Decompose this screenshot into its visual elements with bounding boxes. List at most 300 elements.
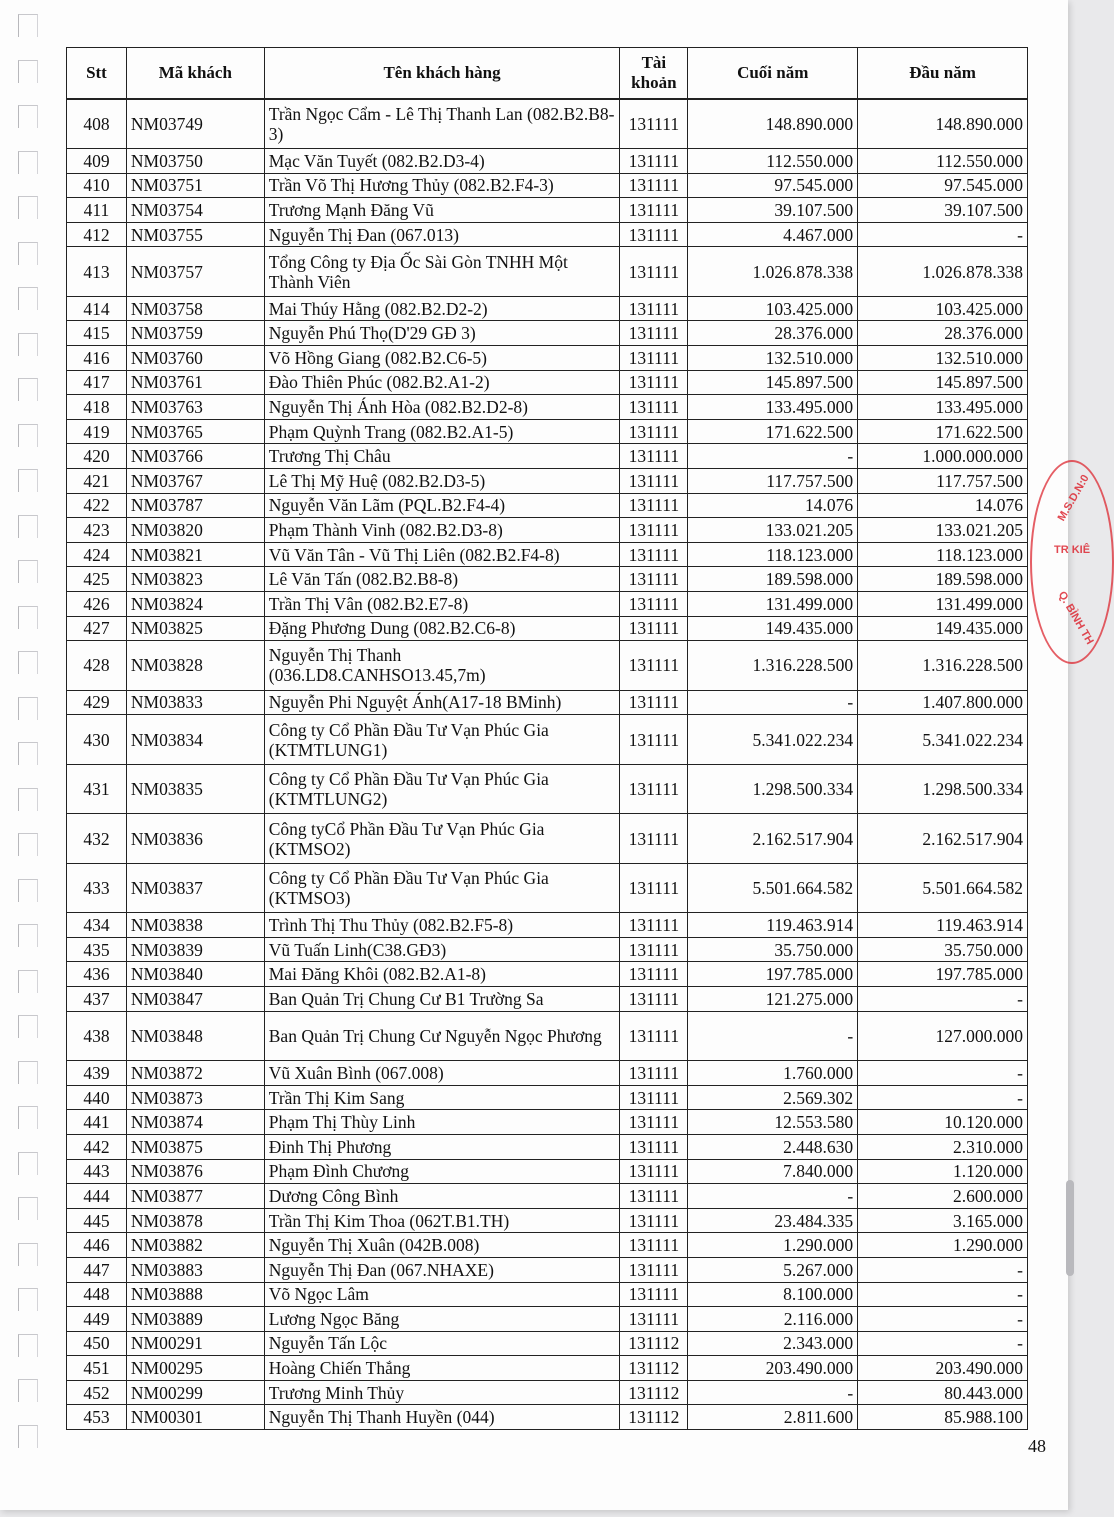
cell-customer-code: NM00295	[126, 1356, 264, 1381]
cell-customer-code: NM03840	[126, 962, 264, 987]
cell-stt: 436	[67, 962, 127, 987]
cell-customer-code: NM03848	[126, 1011, 264, 1061]
cell-account: 131111	[620, 1134, 688, 1159]
table-row	[67, 592, 1028, 617]
cell-end-of-year: 2.569.302	[688, 1085, 858, 1110]
cell-start-of-year: 2.600.000	[858, 1184, 1028, 1209]
cell-start-of-year: 149.435.000	[858, 616, 1028, 641]
cell-start-of-year: 118.123.000	[858, 542, 1028, 567]
cell-customer-code: NM03755	[126, 222, 264, 247]
cell-end-of-year: 171.622.500	[688, 419, 858, 444]
cell-customer-name: Dương Công Bình	[264, 1184, 620, 1209]
cell-start-of-year: 2.162.517.904	[858, 814, 1028, 864]
cell-account: 131111	[620, 987, 688, 1012]
cell-customer-name: Trần Võ Thị Hương Thủy (082.B2.F4-3)	[264, 173, 620, 198]
table-row	[67, 814, 1028, 864]
scrollbar-thumb[interactable]	[1066, 1180, 1074, 1276]
binding-ring	[18, 879, 38, 902]
cell-end-of-year: 118.123.000	[688, 542, 858, 567]
cell-start-of-year: 189.598.000	[858, 567, 1028, 592]
cell-customer-code: NM03833	[126, 690, 264, 715]
cell-customer-code: NM03875	[126, 1134, 264, 1159]
table-row	[67, 1085, 1028, 1110]
company-seal-stamp	[1030, 460, 1114, 664]
binding-rings	[18, 14, 44, 1464]
cell-customer-code: NM03837	[126, 863, 264, 913]
table-row	[67, 370, 1028, 395]
cell-account: 131111	[620, 1110, 688, 1135]
cell-customer-code: NM00301	[126, 1405, 264, 1430]
cell-customer-name: Nguyễn Thị Ánh Hòa (082.B2.D2-8)	[264, 395, 620, 420]
cell-end-of-year: 2.116.000	[688, 1307, 858, 1332]
binding-ring	[18, 697, 38, 720]
table-row	[67, 99, 1028, 149]
cell-customer-name: Võ Ngọc Lâm	[264, 1282, 620, 1307]
cell-customer-code: NM03765	[126, 419, 264, 444]
table-row	[67, 1061, 1028, 1086]
table-row	[67, 247, 1028, 297]
cell-end-of-year: 117.757.500	[688, 469, 858, 494]
table-row	[67, 173, 1028, 198]
binding-ring	[18, 515, 38, 538]
cell-customer-name: Nguyễn Thị Đan (067.NHAXE)	[264, 1257, 620, 1282]
cell-end-of-year: 121.275.000	[688, 987, 858, 1012]
cell-customer-name: Nguyễn Tấn Lộc	[264, 1331, 620, 1356]
cell-account: 131112	[620, 1356, 688, 1381]
cell-customer-name: Trương Minh Thủy	[264, 1380, 620, 1405]
binding-ring	[18, 1061, 38, 1084]
binding-ring	[18, 1152, 38, 1175]
cell-customer-code: NM03787	[126, 493, 264, 518]
cell-end-of-year: 197.785.000	[688, 962, 858, 987]
cell-end-of-year: -	[688, 1184, 858, 1209]
col-end-year-header: Cuối năm	[688, 48, 858, 100]
cell-end-of-year: 12.553.580	[688, 1110, 858, 1135]
binding-ring	[18, 378, 38, 401]
cell-customer-name: Trần Ngọc Cẩm - Lê Thị Thanh Lan (082.B2.B8-3)	[264, 99, 620, 149]
cell-account: 131111	[620, 1159, 688, 1184]
cell-customer-code: NM03821	[126, 542, 264, 567]
cell-customer-name: Nguyễn Thị Thanh (036.LD8.CANHSO13.45,7m)	[264, 641, 620, 691]
cell-start-of-year: -	[858, 1307, 1028, 1332]
cell-customer-code: NM03763	[126, 395, 264, 420]
cell-customer-code: NM03757	[126, 247, 264, 297]
cell-customer-name: Trương Thị Châu	[264, 444, 620, 469]
cell-start-of-year: -	[858, 1282, 1028, 1307]
cell-start-of-year: 2.310.000	[858, 1134, 1028, 1159]
cell-stt: 415	[67, 321, 127, 346]
cell-customer-code: NM03761	[126, 370, 264, 395]
table-row	[67, 715, 1028, 765]
table-body	[67, 99, 1028, 1430]
table-row	[67, 1307, 1028, 1332]
cell-start-of-year: 112.550.000	[858, 149, 1028, 174]
binding-ring	[18, 14, 38, 37]
cell-customer-code: NM03882	[126, 1233, 264, 1258]
cell-stt: 430	[67, 715, 127, 765]
cell-end-of-year: 1.290.000	[688, 1233, 858, 1258]
cell-end-of-year: -	[688, 690, 858, 715]
cell-start-of-year: 28.376.000	[858, 321, 1028, 346]
cell-start-of-year: -	[858, 222, 1028, 247]
cell-account: 131111	[620, 641, 688, 691]
cell-customer-name: Vũ Xuân Bình (067.008)	[264, 1061, 620, 1086]
table-row	[67, 987, 1028, 1012]
cell-end-of-year: 2.343.000	[688, 1331, 858, 1356]
cell-end-of-year: -	[688, 1011, 858, 1061]
col-stt-header: Stt	[67, 48, 127, 100]
cell-stt: 420	[67, 444, 127, 469]
cell-customer-name: Võ Hồng Giang (082.B2.C6-5)	[264, 346, 620, 371]
cell-stt: 413	[67, 247, 127, 297]
table-row	[67, 1356, 1028, 1381]
binding-ring	[18, 424, 38, 447]
cell-customer-name: Nguyễn Thị Đan (067.013)	[264, 222, 620, 247]
table-row	[67, 419, 1028, 444]
cell-end-of-year: 28.376.000	[688, 321, 858, 346]
cell-account: 131111	[620, 542, 688, 567]
cell-account: 131111	[620, 198, 688, 223]
binding-ring	[18, 1288, 38, 1311]
binding-ring	[18, 788, 38, 811]
cell-customer-code: NM03759	[126, 321, 264, 346]
cell-customer-code: NM03835	[126, 764, 264, 814]
stamp-text-mid: TR KIÊ	[1054, 544, 1091, 556]
cell-end-of-year: 119.463.914	[688, 913, 858, 938]
cell-account: 131112	[620, 1380, 688, 1405]
cell-account: 131111	[620, 99, 688, 149]
cell-stt: 421	[67, 469, 127, 494]
cell-customer-name: Nguyễn Phi Nguyệt Ánh(A17-18 BMinh)	[264, 690, 620, 715]
table-row	[67, 1282, 1028, 1307]
cell-account: 131111	[620, 814, 688, 864]
cell-stt: 449	[67, 1307, 127, 1332]
cell-start-of-year: 133.495.000	[858, 395, 1028, 420]
cell-stt: 424	[67, 542, 127, 567]
cell-customer-code: NM00299	[126, 1380, 264, 1405]
binding-ring	[18, 151, 38, 174]
cell-end-of-year: 7.840.000	[688, 1159, 858, 1184]
cell-customer-code: NM03751	[126, 173, 264, 198]
table-row	[67, 1159, 1028, 1184]
cell-end-of-year: 39.107.500	[688, 198, 858, 223]
cell-account: 131111	[620, 346, 688, 371]
cell-customer-code: NM03888	[126, 1282, 264, 1307]
cell-customer-code: NM03883	[126, 1257, 264, 1282]
stamp-text-top: M.S.D.N:0	[1055, 472, 1092, 524]
cell-customer-code: NM03876	[126, 1159, 264, 1184]
cell-customer-code: NM03839	[126, 937, 264, 962]
table-row	[67, 1134, 1028, 1159]
cell-customer-name: Ban Quản Trị Chung Cư B1 Trường Sa	[264, 987, 620, 1012]
cell-start-of-year: -	[858, 987, 1028, 1012]
stamp-text-bottom: Q. BÌNH TH	[1055, 589, 1096, 647]
cell-customer-code: NM03838	[126, 913, 264, 938]
cell-customer-name: Mai Đăng Khôi (082.B2.A1-8)	[264, 962, 620, 987]
table-row	[67, 493, 1028, 518]
cell-start-of-year: 133.021.205	[858, 518, 1028, 543]
cell-start-of-year: 3.165.000	[858, 1208, 1028, 1233]
table-row	[67, 296, 1028, 321]
cell-customer-name: Lê Thị Mỹ Huệ (082.B2.D3-5)	[264, 469, 620, 494]
cell-stt: 411	[67, 198, 127, 223]
cell-stt: 439	[67, 1061, 127, 1086]
cell-account: 131111	[620, 592, 688, 617]
cell-stt: 429	[67, 690, 127, 715]
cell-customer-code: NM03878	[126, 1208, 264, 1233]
cell-customer-code: NM03834	[126, 715, 264, 765]
cell-start-of-year: 119.463.914	[858, 913, 1028, 938]
cell-account: 131111	[620, 1282, 688, 1307]
cell-stt: 418	[67, 395, 127, 420]
cell-end-of-year: 145.897.500	[688, 370, 858, 395]
cell-start-of-year: 1.120.000	[858, 1159, 1028, 1184]
cell-customer-code: NM03750	[126, 149, 264, 174]
cell-end-of-year: -	[688, 444, 858, 469]
cell-stt: 440	[67, 1085, 127, 1110]
cell-customer-code: NM03889	[126, 1307, 264, 1332]
cell-start-of-year: 1.407.800.000	[858, 690, 1028, 715]
cell-end-of-year: 1.316.228.500	[688, 641, 858, 691]
cell-start-of-year: 132.510.000	[858, 346, 1028, 371]
table-row	[67, 616, 1028, 641]
col-code-header: Mã khách	[126, 48, 264, 100]
binding-ring	[18, 1015, 38, 1038]
cell-end-of-year: -	[688, 1380, 858, 1405]
cell-stt: 447	[67, 1257, 127, 1282]
binding-ring	[18, 1379, 38, 1402]
cell-customer-name: Trình Thị Thu Thủy (082.B2.F5-8)	[264, 913, 620, 938]
cell-start-of-year: 148.890.000	[858, 99, 1028, 149]
binding-ring	[18, 1425, 38, 1448]
table-row	[67, 542, 1028, 567]
cell-end-of-year: 1.298.500.334	[688, 764, 858, 814]
table-row	[67, 321, 1028, 346]
cell-start-of-year: 117.757.500	[858, 469, 1028, 494]
cell-start-of-year: 103.425.000	[858, 296, 1028, 321]
cell-account: 131111	[620, 395, 688, 420]
cell-end-of-year: 148.890.000	[688, 99, 858, 149]
cell-customer-name: Công ty Cổ Phần Đầu Tư Vạn Phúc Gia (KTMTLUNG1)	[264, 715, 620, 765]
cell-account: 131112	[620, 1331, 688, 1356]
cell-end-of-year: 97.545.000	[688, 173, 858, 198]
cell-start-of-year: 35.750.000	[858, 937, 1028, 962]
cell-end-of-year: 1.026.878.338	[688, 247, 858, 297]
binding-ring	[18, 60, 38, 83]
cell-start-of-year: 80.443.000	[858, 1380, 1028, 1405]
cell-start-of-year: 97.545.000	[858, 173, 1028, 198]
cell-account: 131111	[620, 493, 688, 518]
cell-start-of-year: 171.622.500	[858, 419, 1028, 444]
cell-end-of-year: 103.425.000	[688, 296, 858, 321]
cell-account: 131111	[620, 222, 688, 247]
cell-start-of-year: 203.490.000	[858, 1356, 1028, 1381]
cell-customer-code: NM03828	[126, 641, 264, 691]
cell-customer-name: Nguyễn Văn Lãm (PQL.B2.F4-4)	[264, 493, 620, 518]
cell-account: 131111	[620, 764, 688, 814]
cell-end-of-year: 35.750.000	[688, 937, 858, 962]
cell-end-of-year: 4.467.000	[688, 222, 858, 247]
table-row	[67, 395, 1028, 420]
table-row	[67, 863, 1028, 913]
cell-stt: 450	[67, 1331, 127, 1356]
cell-start-of-year: 1.000.000.000	[858, 444, 1028, 469]
cell-end-of-year: 14.076	[688, 493, 858, 518]
cell-stt: 417	[67, 370, 127, 395]
cell-start-of-year: 1.290.000	[858, 1233, 1028, 1258]
cell-customer-code: NM03760	[126, 346, 264, 371]
cell-start-of-year: 127.000.000	[858, 1011, 1028, 1061]
cell-stt: 451	[67, 1356, 127, 1381]
cell-end-of-year: 8.100.000	[688, 1282, 858, 1307]
cell-start-of-year: 5.341.022.234	[858, 715, 1028, 765]
cell-account: 131111	[620, 1208, 688, 1233]
cell-start-of-year: 14.076	[858, 493, 1028, 518]
cell-customer-name: Công tyCổ Phần Đầu Tư Vạn Phúc Gia (KTMSO2)	[264, 814, 620, 864]
cell-customer-code: NM03877	[126, 1184, 264, 1209]
cell-stt: 433	[67, 863, 127, 913]
table-row	[67, 641, 1028, 691]
cell-account: 131111	[620, 1011, 688, 1061]
cell-end-of-year: 23.484.335	[688, 1208, 858, 1233]
cell-end-of-year: 5.341.022.234	[688, 715, 858, 765]
cell-customer-name: Vũ Văn Tân - Vũ Thị Liên (082.B2.F4-8)	[264, 542, 620, 567]
cell-stt: 423	[67, 518, 127, 543]
cell-stt: 425	[67, 567, 127, 592]
table-row	[67, 1208, 1028, 1233]
cell-account: 131111	[620, 247, 688, 297]
cell-customer-name: Trương Mạnh Đăng Vũ	[264, 198, 620, 223]
cell-end-of-year: 2.162.517.904	[688, 814, 858, 864]
cell-end-of-year: 2.448.630	[688, 1134, 858, 1159]
cell-customer-name: Trần Thị Vân (082.B2.E7-8)	[264, 592, 620, 617]
table-row	[67, 690, 1028, 715]
cell-end-of-year: 131.499.000	[688, 592, 858, 617]
cell-account: 131111	[620, 1184, 688, 1209]
cell-account: 131111	[620, 296, 688, 321]
cell-start-of-year: 85.988.100	[858, 1405, 1028, 1430]
col-name-header: Tên khách hàng	[264, 48, 620, 100]
cell-account: 131111	[620, 1061, 688, 1086]
cell-account: 131111	[620, 690, 688, 715]
cell-start-of-year: -	[858, 1085, 1028, 1110]
table-row	[67, 962, 1028, 987]
binding-ring	[18, 1243, 38, 1266]
cell-customer-code: NM03874	[126, 1110, 264, 1135]
cell-customer-name: Phạm Đình Chương	[264, 1159, 620, 1184]
cell-customer-code: NM03873	[126, 1085, 264, 1110]
cell-customer-code: NM00291	[126, 1331, 264, 1356]
table-row	[67, 198, 1028, 223]
cell-customer-name: Nguyễn Thị Xuân (042B.008)	[264, 1233, 620, 1258]
binding-ring	[18, 1197, 38, 1220]
cell-account: 131111	[620, 863, 688, 913]
cell-customer-code: NM03820	[126, 518, 264, 543]
cell-customer-code: NM03767	[126, 469, 264, 494]
binding-ring	[18, 560, 38, 583]
cell-customer-name: Trần Thị Kim Thoa (062T.B1.TH)	[264, 1208, 620, 1233]
cell-start-of-year: 131.499.000	[858, 592, 1028, 617]
cell-customer-name: Lê Văn Tấn (082.B2.B8-8)	[264, 567, 620, 592]
cell-account: 131111	[620, 1307, 688, 1332]
cell-customer-code: NM03823	[126, 567, 264, 592]
cell-stt: 434	[67, 913, 127, 938]
table-row	[67, 764, 1028, 814]
cell-customer-name: Mạc Văn Tuyết (082.B2.D3-4)	[264, 149, 620, 174]
cell-end-of-year: 1.760.000	[688, 1061, 858, 1086]
cell-end-of-year: 132.510.000	[688, 346, 858, 371]
cell-account: 131111	[620, 370, 688, 395]
cell-customer-name: Đặng Phương Dung (082.B2.C6-8)	[264, 616, 620, 641]
table-row	[67, 937, 1028, 962]
cell-stt: 438	[67, 1011, 127, 1061]
cell-account: 131111	[620, 913, 688, 938]
cell-start-of-year: -	[858, 1061, 1028, 1086]
cell-end-of-year: 133.021.205	[688, 518, 858, 543]
cell-customer-code: NM03749	[126, 99, 264, 149]
col-start-year-header: Đầu năm	[858, 48, 1028, 100]
binding-ring	[18, 287, 38, 310]
cell-account: 131111	[620, 962, 688, 987]
cell-customer-name: Vũ Tuấn Linh(C38.GĐ3)	[264, 937, 620, 962]
cell-stt: 416	[67, 346, 127, 371]
cell-stt: 446	[67, 1233, 127, 1258]
binding-ring	[18, 742, 38, 765]
cell-account: 131111	[620, 173, 688, 198]
cell-customer-name: Mai Thúy Hằng (082.B2.D2-2)	[264, 296, 620, 321]
binding-ring	[18, 242, 38, 265]
cell-stt: 428	[67, 641, 127, 691]
cell-account: 131111	[620, 567, 688, 592]
cell-start-of-year: 1.298.500.334	[858, 764, 1028, 814]
binding-ring	[18, 833, 38, 856]
cell-stt: 426	[67, 592, 127, 617]
table-row	[67, 149, 1028, 174]
cell-account: 131111	[620, 518, 688, 543]
cell-end-of-year: 2.811.600	[688, 1405, 858, 1430]
cell-stt: 441	[67, 1110, 127, 1135]
cell-account: 131111	[620, 937, 688, 962]
binding-ring	[18, 105, 38, 128]
cell-start-of-year: 145.897.500	[858, 370, 1028, 395]
cell-customer-name: Ban Quản Trị Chung Cư Nguyễn Ngọc Phương	[264, 1011, 620, 1061]
cell-account: 131111	[620, 1233, 688, 1258]
cell-account: 131111	[620, 469, 688, 494]
table-row	[67, 1257, 1028, 1282]
cell-end-of-year: 149.435.000	[688, 616, 858, 641]
cell-stt: 410	[67, 173, 127, 198]
cell-stt: 427	[67, 616, 127, 641]
table-row	[67, 469, 1028, 494]
cell-customer-name: Lương Ngọc Băng	[264, 1307, 620, 1332]
cell-start-of-year: 5.501.664.582	[858, 863, 1028, 913]
cell-end-of-year: 133.495.000	[688, 395, 858, 420]
cell-account: 131112	[620, 1405, 688, 1430]
cell-customer-name: Phạm Thị Thùy Linh	[264, 1110, 620, 1135]
cell-stt: 445	[67, 1208, 127, 1233]
cell-customer-code: NM03872	[126, 1061, 264, 1086]
receivables-table	[66, 47, 1028, 1430]
cell-account: 131111	[620, 1085, 688, 1110]
binding-ring	[18, 970, 38, 993]
table-row	[67, 222, 1028, 247]
table-row	[67, 1011, 1028, 1061]
table-row	[67, 1110, 1028, 1135]
cell-customer-name: Phạm Quỳnh Trang (082.B2.A1-5)	[264, 419, 620, 444]
cell-customer-name: Nguyễn Thị Thanh Huyền (044)	[264, 1405, 620, 1430]
cell-stt: 432	[67, 814, 127, 864]
cell-stt: 453	[67, 1405, 127, 1430]
